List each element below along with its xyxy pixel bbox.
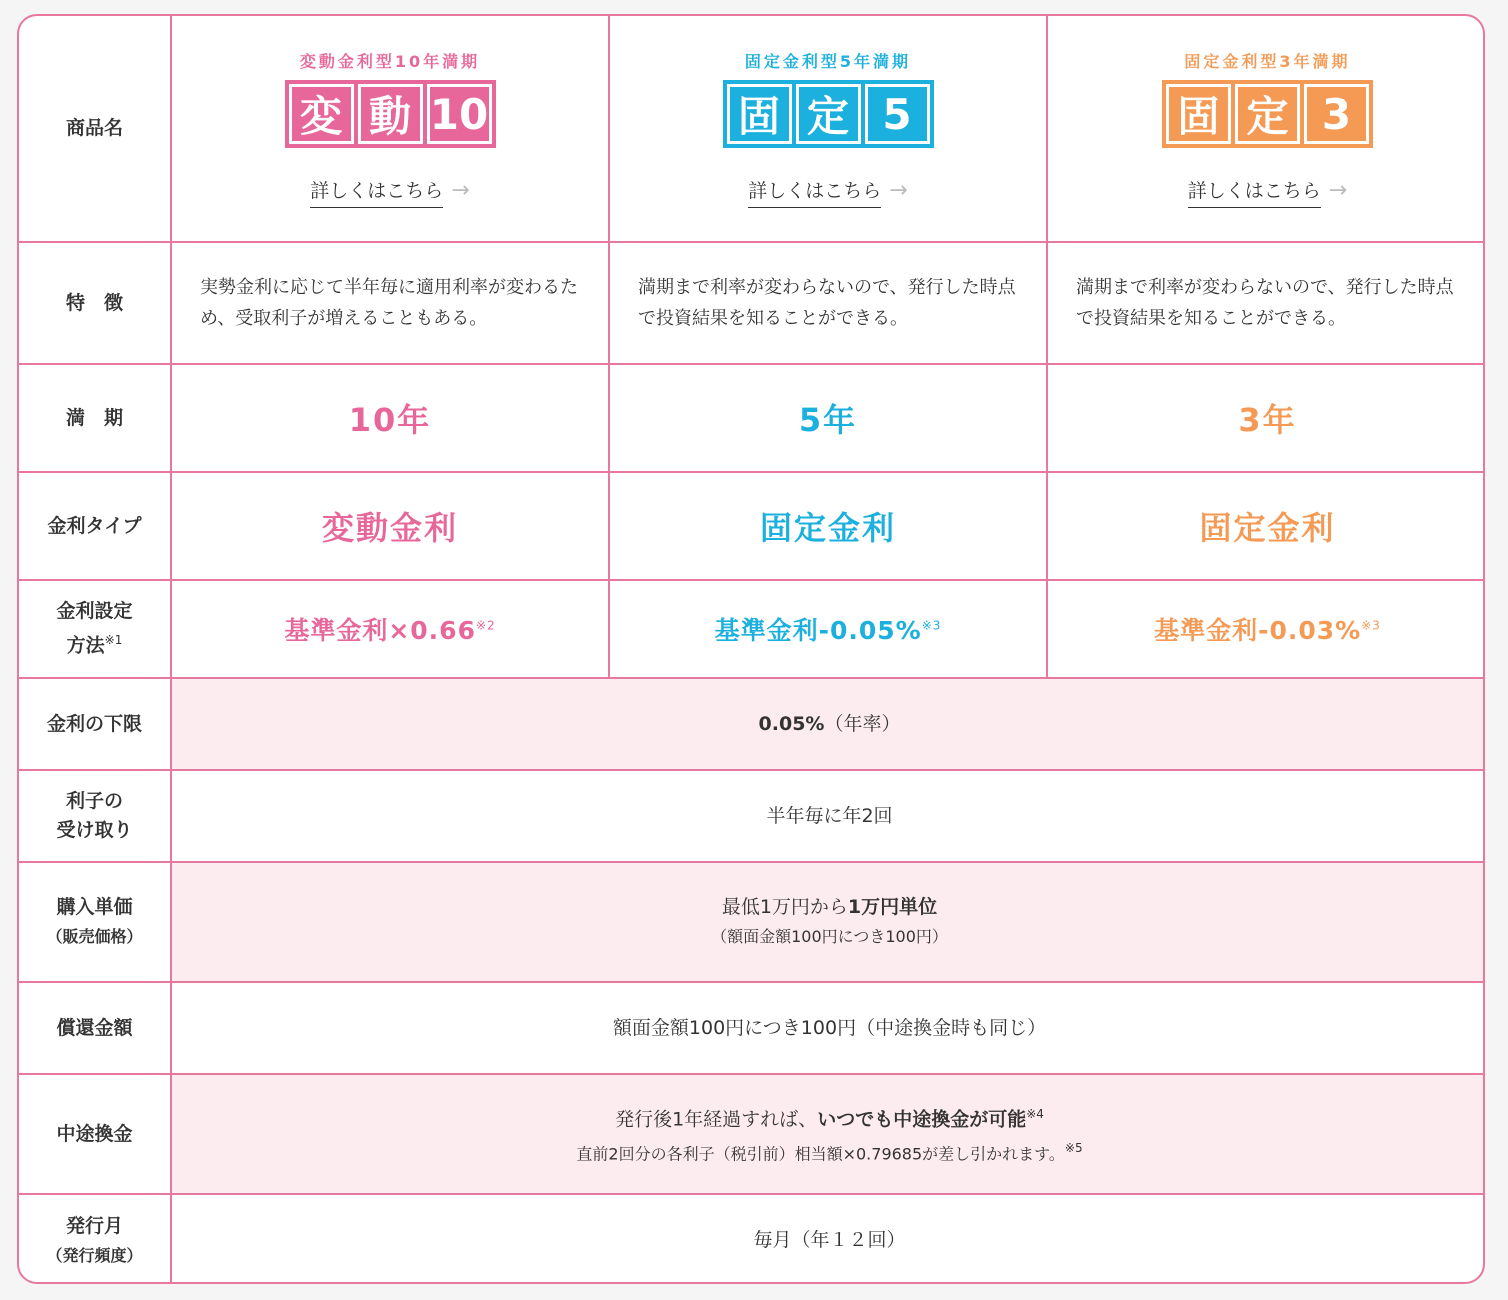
label-line: 発行月 bbox=[65, 1214, 123, 1237]
details-link-hendo10[interactable] bbox=[310, 176, 443, 208]
row-feature bbox=[19, 242, 1485, 364]
rate-type-value: 固定金利 bbox=[1047, 472, 1485, 580]
feature-cell bbox=[1047, 242, 1485, 364]
details-link-kotei3[interactable] bbox=[1188, 176, 1321, 208]
rate-type-value: 変動金利 bbox=[171, 472, 609, 580]
label-feature: 特 徴 bbox=[19, 242, 171, 364]
feature-text: 満期まで利率が変わらないので、発行した時点で投資結果を知ることができる。 bbox=[638, 277, 1016, 329]
logo-char: 5 bbox=[865, 84, 930, 144]
logo-char: 固 bbox=[1166, 84, 1231, 144]
rate-method-value: 基準金利×0.66 bbox=[284, 616, 476, 645]
feature-text: 実勢金利に応じて半年毎に適用利率が変わるため、受取利子が増えることもある。 bbox=[200, 277, 578, 329]
unit-price-cell bbox=[171, 862, 1485, 982]
kotei5-logo bbox=[723, 80, 934, 148]
logo-char: 3 bbox=[1304, 84, 1369, 144]
label-line: （発行頻度） bbox=[46, 1245, 143, 1265]
footnote-marker: ※3 bbox=[1361, 618, 1381, 633]
floor-cell bbox=[171, 678, 1485, 770]
label-line: 方法 bbox=[66, 634, 105, 657]
rate-method-cell bbox=[171, 580, 609, 678]
product-comparison-table bbox=[19, 16, 1485, 1284]
row-rate-type bbox=[19, 472, 1485, 580]
feature-cell bbox=[609, 242, 1047, 364]
label-unit-price bbox=[19, 862, 171, 982]
logo-char: 変 bbox=[289, 84, 354, 144]
label-redemption: 償還金額 bbox=[19, 982, 171, 1074]
issue-value: 毎月（年１２回） bbox=[171, 1194, 1485, 1284]
row-product-name bbox=[19, 16, 1485, 242]
arrow-right-icon: → bbox=[1328, 178, 1348, 203]
label-rate-type: 金利タイプ bbox=[19, 472, 171, 580]
unit-prefix: 最低1万円から bbox=[721, 896, 848, 918]
label-issue bbox=[19, 1194, 171, 1284]
rate-method-value: 基準金利-0.05% bbox=[714, 616, 922, 645]
hendo10-logo bbox=[285, 80, 496, 148]
arrow-right-icon: → bbox=[889, 178, 908, 203]
row-unit-price bbox=[19, 862, 1485, 982]
details-link-label: 詳しくはこちら bbox=[310, 180, 444, 202]
logo-char: 10 bbox=[427, 84, 492, 144]
maturity-value: 5年 bbox=[609, 364, 1047, 472]
midway-bold: いつでも中途換金が可能 bbox=[817, 1108, 1027, 1130]
footnote-marker: ※1 bbox=[104, 633, 123, 648]
row-rate-method bbox=[19, 580, 1485, 678]
kotei3-logo bbox=[1162, 80, 1373, 148]
comparison-table-container bbox=[17, 14, 1485, 1284]
details-link-label: 詳しくはこちら bbox=[1187, 180, 1321, 202]
details-link-kotei5[interactable] bbox=[748, 176, 881, 208]
rate-method-cell bbox=[1047, 580, 1485, 678]
maturity-value: 3年 bbox=[1047, 364, 1485, 472]
label-line: 受け取り bbox=[56, 819, 133, 841]
label-rate-method bbox=[19, 580, 171, 678]
label-interest bbox=[19, 770, 171, 862]
feature-text: 満期まで利率が変わらないので、発行した時点で投資結果を知ることができる。 bbox=[1076, 277, 1454, 329]
product-title: 固定金利型5年満期 bbox=[744, 52, 912, 71]
rate-method-value: 基準金利-0.03% bbox=[1154, 616, 1362, 645]
feature-cell bbox=[171, 242, 609, 364]
label-product-name: 商品名 bbox=[19, 16, 171, 242]
arrow-right-icon: → bbox=[451, 178, 470, 203]
row-interest bbox=[19, 770, 1485, 862]
product-title: 変動金利型10年満期 bbox=[299, 52, 481, 71]
midway-line2: 直前2回分の各利子（税引前）相当額×0.79685が差し引かれます。 bbox=[576, 1144, 1065, 1164]
label-floor: 金利の下限 bbox=[19, 678, 171, 770]
row-redemption bbox=[19, 982, 1485, 1074]
product-cell-kotei3 bbox=[1047, 16, 1485, 242]
footnote-marker: ※4 bbox=[1026, 1106, 1044, 1121]
logo-char: 固 bbox=[727, 84, 792, 144]
footnote-marker: ※2 bbox=[475, 618, 496, 633]
floor-value: 0.05% bbox=[758, 712, 825, 735]
product-cell-kotei5 bbox=[609, 16, 1047, 242]
interest-value: 半年毎に年2回 bbox=[171, 770, 1485, 862]
logo-char: 定 bbox=[796, 84, 861, 144]
details-link-label: 詳しくはこちら bbox=[748, 180, 882, 202]
row-maturity bbox=[19, 364, 1485, 472]
row-midway bbox=[19, 1074, 1485, 1194]
logo-char: 定 bbox=[1235, 84, 1300, 144]
rate-method-cell bbox=[609, 580, 1047, 678]
row-floor bbox=[19, 678, 1485, 770]
label-line: 購入単価 bbox=[56, 896, 133, 918]
product-cell-hendo10 bbox=[171, 16, 609, 242]
unit-note: （額面金額100円につき100円） bbox=[711, 927, 948, 946]
midway-prefix: 発行後1年経過すれば、 bbox=[615, 1108, 818, 1130]
row-issue bbox=[19, 1194, 1485, 1284]
product-title: 固定金利型3年満期 bbox=[1184, 52, 1351, 71]
midway-cell bbox=[171, 1074, 1485, 1194]
floor-unit: （年率） bbox=[824, 712, 901, 735]
redemption-value: 額面金額100円につき100円（中途換金時も同じ） bbox=[171, 982, 1485, 1074]
label-line: （販売価格） bbox=[46, 927, 143, 946]
label-midway: 中途換金 bbox=[19, 1074, 171, 1194]
label-line: 利子の bbox=[65, 790, 123, 812]
footnote-marker: ※5 bbox=[1064, 1141, 1083, 1155]
footnote-marker: ※3 bbox=[921, 618, 942, 633]
unit-bold: 1万円単位 bbox=[847, 896, 938, 918]
label-line: 金利設定 bbox=[56, 600, 133, 623]
label-maturity: 満 期 bbox=[19, 364, 171, 472]
rate-type-value: 固定金利 bbox=[609, 472, 1047, 580]
logo-char: 動 bbox=[358, 84, 423, 144]
maturity-value: 10年 bbox=[171, 364, 609, 472]
